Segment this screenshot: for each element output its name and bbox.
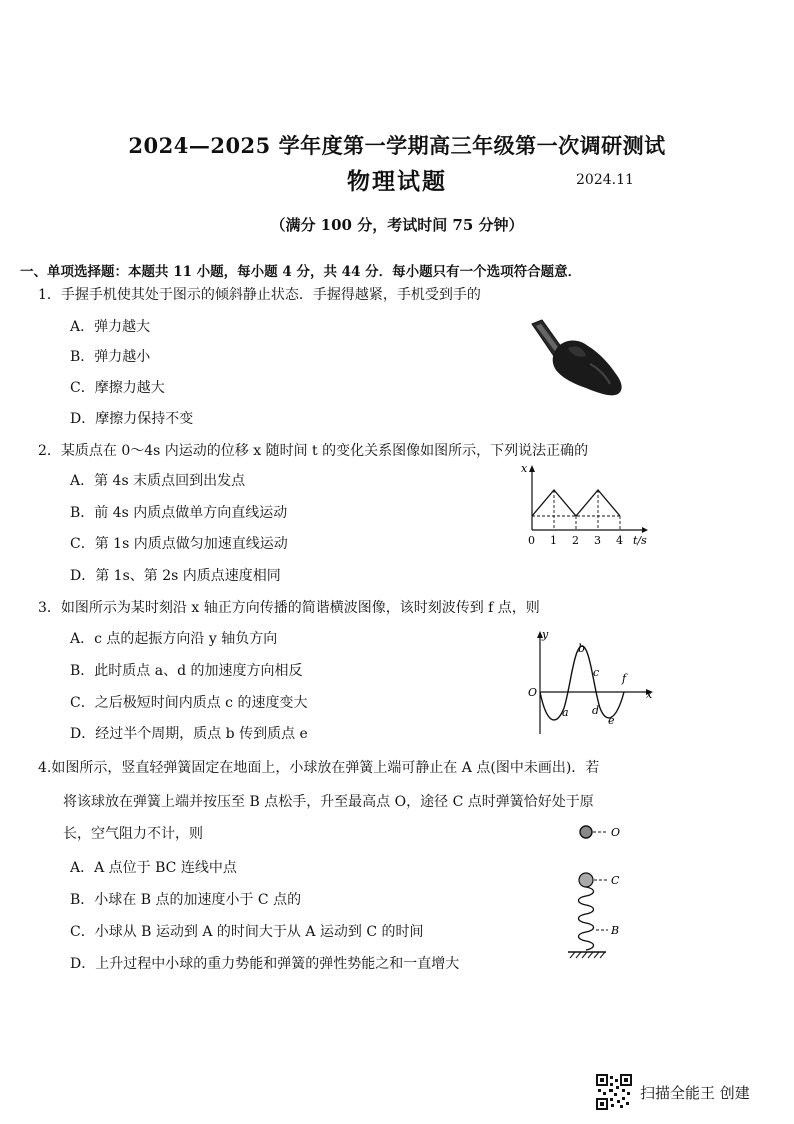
point-e-label: e [608,714,615,727]
y-axis-label: y [542,628,549,641]
subject-title: 物理试题 [347,168,447,195]
ball-top-icon [580,826,592,838]
question-4-stem-line-1: 4.如图所示，竖直轻弹簧固定在地面上，小球放在弹簧上端可静止在 A 点(图中未画出)．若 [38,760,600,776]
question-4-option-c: C．小球从 B 运动到 A 的时间大于从 A 运动到 C 的时间 [70,924,424,940]
label-c: C [611,874,620,887]
question-4-option-a: A．A 点位于 BC 连线中点 [70,860,237,876]
question-1-option-d: D．摩擦力保持不变 [70,411,194,427]
question-3-option-a: A．c 点的起振方向沿 y 轴负方向 [70,631,278,647]
label-o: O [611,826,621,839]
question-3-option-b: B．此时质点 a、d 的加速度方向相反 [70,663,303,679]
question-1-option-c: C．摩擦力越大 [70,380,165,396]
question-3-option-c: C．之后极短时间内质点 c 的速度变大 [70,695,308,711]
question-2-option-d: D．第 1s、第 2s 内质点速度相同 [70,568,281,584]
question-1-option-a: A．弹力越大 [70,319,151,335]
exam-info: （满分 100 分，考试时间 75 分钟） [270,216,524,234]
question-4-option-b: B．小球在 B 点的加速度小于 C 点的 [70,892,302,908]
question-4-stem-line-2: 将该球放在弹簧上端并按压至 B 点松手，升至最高点 O，途径 C 点时弹簧恰好处于原 [63,794,594,810]
point-f-label: f [622,672,627,685]
question-2-option-c: C．第 1s 内质点做匀加速直线运动 [70,536,288,552]
point-c-label: c [593,666,600,679]
qr-code-icon [596,1074,632,1110]
question-2-option-a: A．第 4s 末质点回到出发点 [70,473,246,489]
question-3-stem: 3．如图所示为某时刻沿 x 轴正方向传播的简谐横波图像，该时刻波传到 f 点，则 [38,600,540,616]
exam-title: 2024—2025 学年度第一学期高三年级第一次调研测试 [128,133,666,158]
point-b-label: b [578,642,586,655]
origin-label: O [528,686,538,699]
question-1-stem: 1．手握手机使其处于图示的倾斜静止状态．手握得越紧，手机受到手的 [38,287,481,303]
question-3-option-d: D．经过半个周期，质点 b 传到质点 e [70,726,308,742]
exam-date: 2024.11 [576,172,634,188]
tick-0: 0 [528,534,535,547]
y-axis-label: x [521,462,528,475]
question-4-option-d: D．上升过程中小球的重力势能和弹簧的弹性势能之和一直增大 [70,956,460,972]
x-axis-label: t/s [633,534,647,547]
label-b: B [611,924,620,937]
question-4-stem-line-3: 长，空气阻力不计，则 [63,826,203,842]
question-1-option-b: B．弹力越小 [70,349,151,365]
scanner-watermark: 扫描全能王 创建 [640,1084,750,1102]
tick-4: 4 [616,534,623,547]
tick-3: 3 [594,534,601,547]
question-2-stem: 2．某质点在 0～4s 内运动的位移 x 随时间 t 的变化关系图像如图所示，下列说法正确的 [38,443,589,459]
wave-figure [520,626,660,738]
spring-icon [579,887,594,950]
point-a-label: a [562,706,569,719]
point-d-label: d [592,704,600,717]
hand-phone-figure [528,318,628,400]
tick-2: 2 [572,534,579,547]
question-2-option-b: B．前 4s 内质点做单方向直线运动 [70,505,288,521]
spring-figure [566,818,646,968]
section-heading: 一、单项选择题：本题共 11 小题，每小题 4 分，共 44 分．每小题只有一个选项符合题意． [20,264,582,280]
hand-icon [553,340,622,395]
x-axis-label: x [646,688,653,701]
ground-hatch-icon [570,952,605,958]
ball-on-spring-icon [579,873,593,887]
xt-graph-figure [518,462,658,552]
tick-1: 1 [550,534,557,547]
